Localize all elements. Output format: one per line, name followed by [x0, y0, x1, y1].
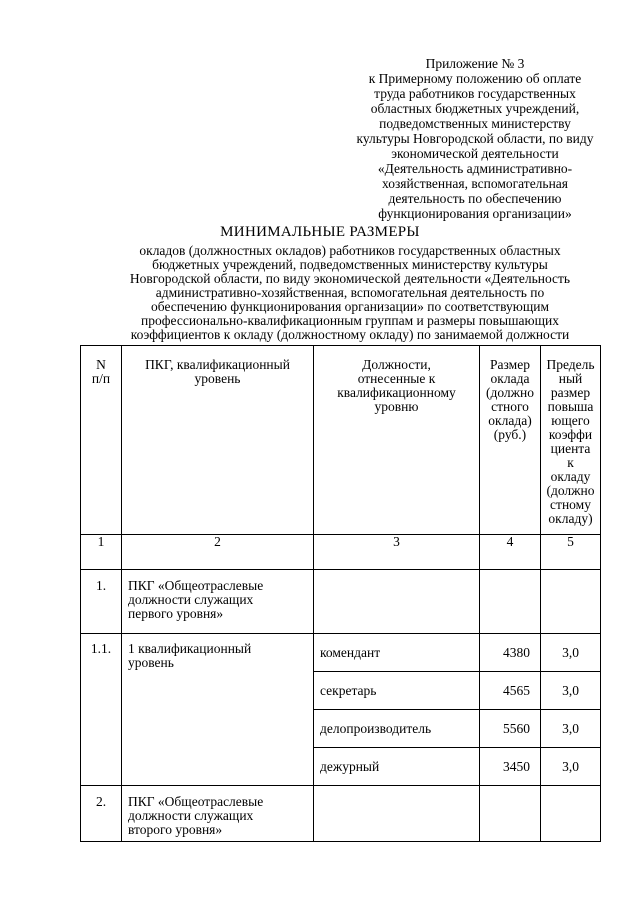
appendix-line: функционирования организации»	[378, 206, 572, 221]
header-number: N п/п	[81, 346, 122, 535]
appendix-line: Приложение № 3	[425, 56, 525, 71]
appendix-note	[330, 56, 620, 221]
column-number: 5	[541, 535, 601, 570]
column-numbers-row	[81, 535, 601, 570]
column-number: 4	[480, 535, 541, 570]
position-title: дежурный	[314, 748, 480, 786]
empty-cell	[541, 570, 601, 634]
table-row	[81, 570, 601, 634]
salary-value: 4380	[480, 634, 541, 672]
appendix-line: труда работников государственных	[374, 86, 576, 101]
empty-cell	[314, 786, 480, 842]
subtitle-line: коэффициентов к окладу (должностному окладу) по занимаемой должности	[130, 327, 570, 342]
position-title: секретарь	[314, 672, 480, 710]
appendix-line: экономической деятельности	[391, 146, 559, 161]
table-header-row	[81, 346, 601, 535]
qualification-level: 1 квалификационный уровень	[122, 634, 314, 786]
subtitle-line: бюджетных учреждений, подведомственных министерству культуры	[152, 257, 548, 272]
coefficient-value: 3,0	[541, 672, 601, 710]
subtitle-line: административно-хозяйственная, вспомогательная деятельность по	[155, 285, 545, 300]
header-salary: Размер оклада (должно стного оклада) (руб.)	[480, 346, 541, 535]
appendix-line: «Деятельность административно-	[377, 161, 573, 176]
salary-value: 3450	[480, 748, 541, 786]
pkg-name: ПКГ «Общеотраслевые должности служащих первого уровня»	[122, 570, 314, 634]
coefficient-value: 3,0	[541, 710, 601, 748]
appendix-line: деятельность по обеспечению	[388, 191, 562, 206]
column-number: 3	[314, 535, 480, 570]
column-number: 2	[122, 535, 314, 570]
row-number: 1.	[81, 570, 122, 634]
salary-value: 4565	[480, 672, 541, 710]
salary-table	[80, 345, 601, 842]
header-coefficient: Предель ный размер повыша ющего коэффи циента к окладу (должно стному окладу)	[541, 346, 601, 535]
empty-cell	[314, 570, 480, 634]
position-title: комендант	[314, 634, 480, 672]
pkg-name: ПКГ «Общеотраслевые должности служащих второго уровня»	[122, 786, 314, 842]
subtitle-line: Новгородской области, по виду экономической деятельности «Деятельность	[129, 271, 571, 286]
subtitle-line: обеспечению функционирования организации» по соответствующим	[151, 299, 549, 314]
document-subtitle	[90, 244, 610, 342]
position-title: делопроизводитель	[314, 710, 480, 748]
appendix-line: подведомственных министерству	[379, 116, 571, 131]
row-number: 1.1.	[81, 634, 122, 786]
document-title: МИНИМАЛЬНЫЕ РАЗМЕРЫ	[220, 224, 420, 240]
coefficient-value: 3,0	[541, 748, 601, 786]
salary-value: 5560	[480, 710, 541, 748]
subtitle-line: профессионально-квалификационным группам и размеры повышающих	[141, 313, 559, 328]
column-number: 1	[81, 535, 122, 570]
table-row	[81, 634, 601, 672]
table-row	[81, 786, 601, 842]
empty-cell	[480, 570, 541, 634]
coefficient-value: 3,0	[541, 634, 601, 672]
row-number: 2.	[81, 786, 122, 842]
empty-cell	[541, 786, 601, 842]
appendix-line: хозяйственная, вспомогательная	[381, 176, 569, 191]
header-positions: Должности, отнесенные к квалификационному уровню	[314, 346, 480, 535]
appendix-line: культуры Новгородской области, по виду	[356, 131, 594, 146]
header-pkg: ПКГ, квалификационный уровень	[122, 346, 314, 535]
empty-cell	[480, 786, 541, 842]
appendix-line: областных бюджетных учреждений,	[370, 101, 580, 116]
subtitle-line: окладов (должностных окладов) работников государственных областных	[139, 243, 561, 258]
appendix-line: к Примерному положению об оплате	[368, 71, 582, 86]
